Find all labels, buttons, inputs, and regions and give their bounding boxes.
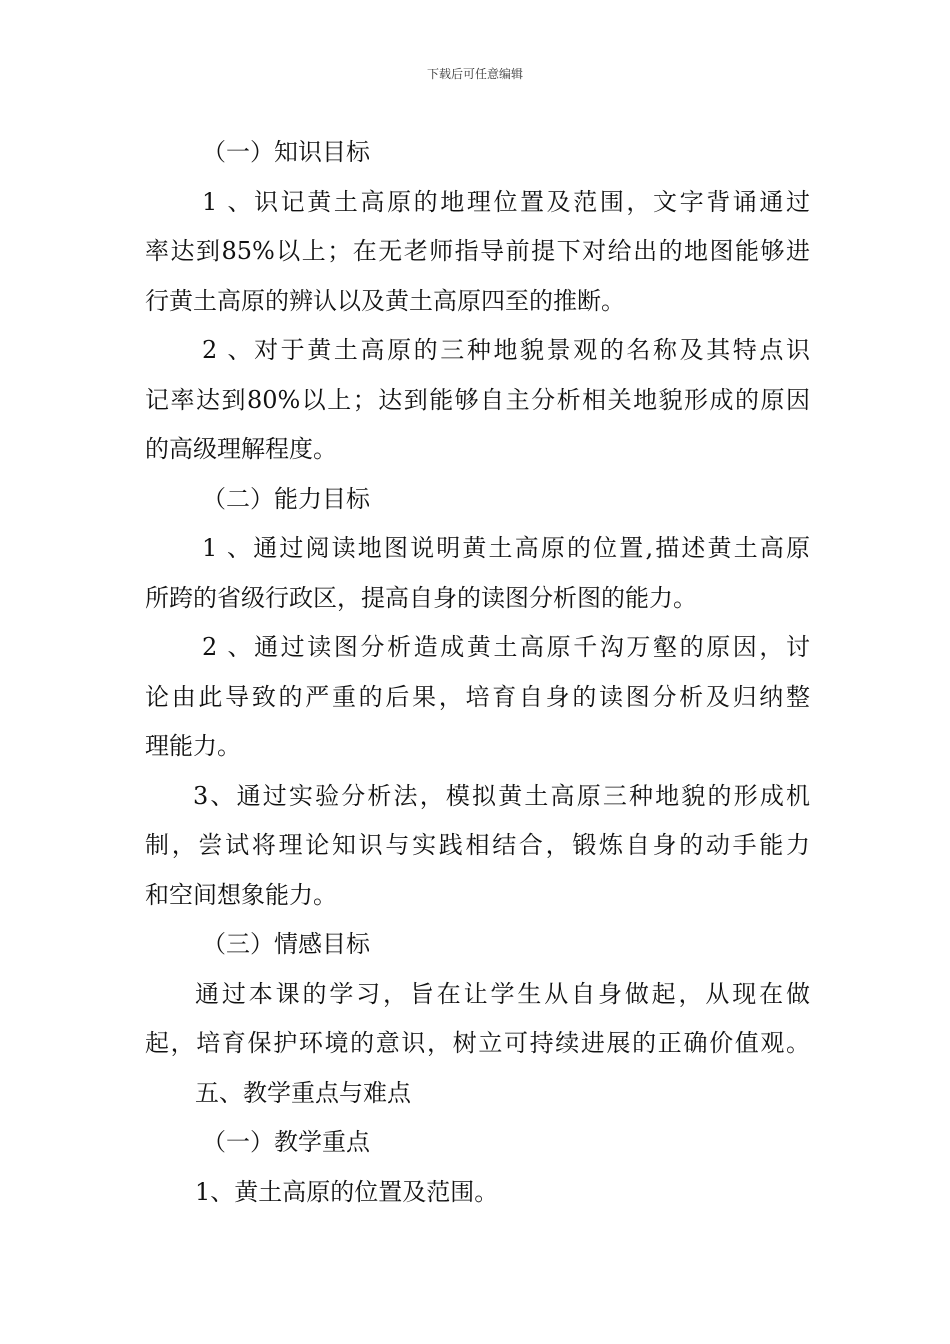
paragraph-line: 起，培育保护环境的意识，树立可持续进展的正确价值观。 [145,1029,810,1057]
paragraph-line: 2 、对于黄土高原的三种地貌景观的名称及其特点识 [202,336,810,364]
section-heading-knowledge: （一）知识目标 [202,138,370,166]
page-header-note: 下载后可任意编辑 [426,67,523,81]
paragraph-line: 通过本课的学习，旨在让学生从自身做起，从现在做 [195,979,810,1008]
paragraph-line: 记率达到80%以上；达到能够自主分析相关地貌形成的原因 [145,385,810,414]
section-heading-emotion: （三）情感目标 [202,930,370,958]
subsection-heading-teaching-focus: （一）教学重点 [202,1128,370,1156]
document-body [145,128,810,1217]
section-heading-ability: （二）能力目标 [202,484,370,513]
paragraph-line: 的高级理解程度。 [145,435,337,463]
paragraph-line: 1 、通过阅读地图说明黄土高原的位置,描述黄土高原 [202,534,810,562]
paragraph-line: 3、通过实验分析法，模拟黄土高原三种地貌的形成机 [193,781,810,810]
paragraph-line: 理能力。 [145,732,241,760]
paragraph-line: 2 、通过读图分析造成黄土高原千沟万壑的原因，讨 [202,633,810,661]
paragraph-line: 制，尝试将理论知识与实践相结合，锻炼自身的动手能力 [145,831,810,859]
section-heading-key-points: 五、教学重点与难点 [195,1078,411,1107]
paragraph-line: 论由此导致的严重的后果，培育自身的读图分析及归纳整 [145,682,810,711]
paragraph-line: 率达到85%以上；在无老师指导前提下对给出的地图能够进 [145,237,810,265]
paragraph-line: 所跨的省级行政区，提高自身的读图分析图的能力。 [145,583,697,612]
paragraph-line: 1、黄土高原的位置及范围。 [195,1177,499,1206]
paragraph-line: 1 、识记黄土高原的地理位置及范围，文字背诵通过 [202,187,810,216]
paragraph-line: 和空间想象能力。 [145,880,337,909]
paragraph-line: 行黄土高原的辨认以及黄土高原四至的推断。 [145,286,625,315]
